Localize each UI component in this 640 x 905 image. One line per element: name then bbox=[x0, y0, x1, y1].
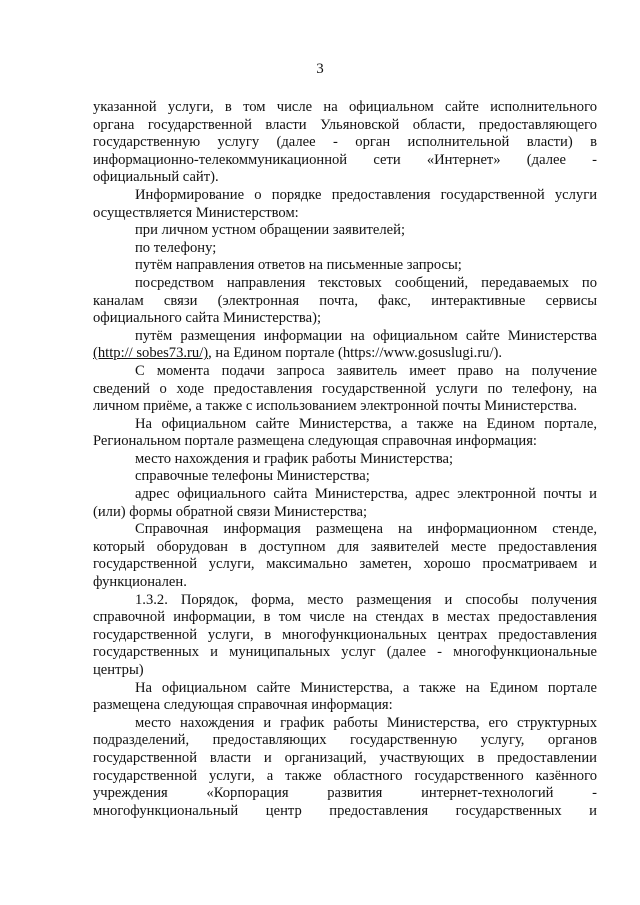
text-line: каналам связи (электронная почта, факс, интерактивные сервисы bbox=[93, 292, 597, 309]
text-line: адрес официального сайта Министерства, адрес электронной почты и bbox=[135, 486, 597, 503]
text-line: центры) bbox=[93, 662, 144, 678]
text-line: справочной информации, в том числе на стендах в местах предоставления bbox=[93, 609, 597, 626]
text-line: государственной услуги, в многофункциональных центрах предоставления bbox=[93, 626, 597, 643]
text-line: справочные телефоны Министерства; bbox=[135, 468, 370, 485]
text-line: который оборудован в доступном для заявителей месте предоставления bbox=[93, 538, 597, 555]
text-line: государственных и муниципальных услуг (далее - многофункциональные bbox=[93, 644, 597, 661]
website-link[interactable]: (http:// sobes73.ru/) bbox=[93, 345, 209, 362]
text-line: сведений о ходе предоставления государственной услуги по телефону, на bbox=[93, 380, 597, 397]
text-line bbox=[93, 345, 597, 363]
text-line: осуществляется Министерством: bbox=[93, 204, 299, 221]
text-line: государственной власти и организаций, участвующих в предоставлении bbox=[93, 749, 597, 766]
text-line: функционален. bbox=[93, 574, 187, 591]
text-line: На официальном сайте Министерства, а также на Едином портале bbox=[135, 679, 597, 696]
text-line: путём размещения информации на официальном сайте Министерства bbox=[135, 327, 597, 344]
text-line: подразделений, предоставляющих государственную услугу, органов bbox=[93, 732, 597, 749]
text-line: государственной услуги, максимально заметен, хорошо просматриваем и bbox=[93, 556, 597, 573]
text-line: при личном устном обращении заявителей; bbox=[135, 222, 405, 239]
text-line: многофункциональный центр предоставления государственных и bbox=[93, 802, 597, 819]
text-line: место нахождения и график работы Министерства, его структурных bbox=[135, 714, 597, 731]
text-line: личном приёме, а также с использованием электронной почты Министерства. bbox=[93, 398, 578, 415]
text-line: учреждения «Корпорация развития интернет-технологий - bbox=[93, 785, 597, 802]
document-body bbox=[93, 99, 597, 820]
text-line: Справочная информация размещена на информационном стенде, bbox=[135, 521, 597, 538]
text-line: (или) формы обратной связи Министерства; bbox=[93, 503, 368, 520]
text-line: государственной услуги, а также областного государственного казённого bbox=[93, 767, 597, 784]
text-line: официальный сайт). bbox=[93, 169, 219, 186]
text-run: , на Едином портале (https://www.gosuslugi.ru/). bbox=[208, 345, 503, 362]
text-line: С момента подачи запроса заявитель имеет право на получение bbox=[135, 362, 597, 379]
text-line: место нахождения и график работы Министерства; bbox=[135, 450, 454, 467]
text-line: посредством направления текстовых сообщений, передаваемых по bbox=[135, 274, 597, 291]
text-line: Региональном портале размещена следующая справочная информация: bbox=[93, 433, 537, 450]
text-line: указанной услуги, в том числе на официальном сайте исполнительного bbox=[93, 99, 597, 115]
text-line: На официальном сайте Министерства, а также на Едином портале, bbox=[135, 415, 597, 432]
page-number: 3 bbox=[316, 61, 324, 77]
text-line: путём направления ответов на письменные запросы; bbox=[135, 257, 462, 274]
text-line: официального сайта Министерства); bbox=[93, 310, 322, 327]
text-line: по телефону; bbox=[135, 239, 217, 256]
text-line: 1.3.2. Порядок, форма, место размещения и способы получения bbox=[135, 591, 597, 608]
text-line: Информирование о порядке предоставления государственной услуги bbox=[135, 186, 597, 203]
text-line: размещена следующая справочная информация: bbox=[93, 697, 393, 714]
text-line: государственную услугу (далее - орган исполнительной власти) в bbox=[93, 134, 597, 151]
text-line: органа государственной власти Ульяновской области, предоставляющего bbox=[93, 116, 597, 133]
text-line: информационно-телекоммуникационной сети «Интернет» (далее - bbox=[93, 151, 597, 168]
